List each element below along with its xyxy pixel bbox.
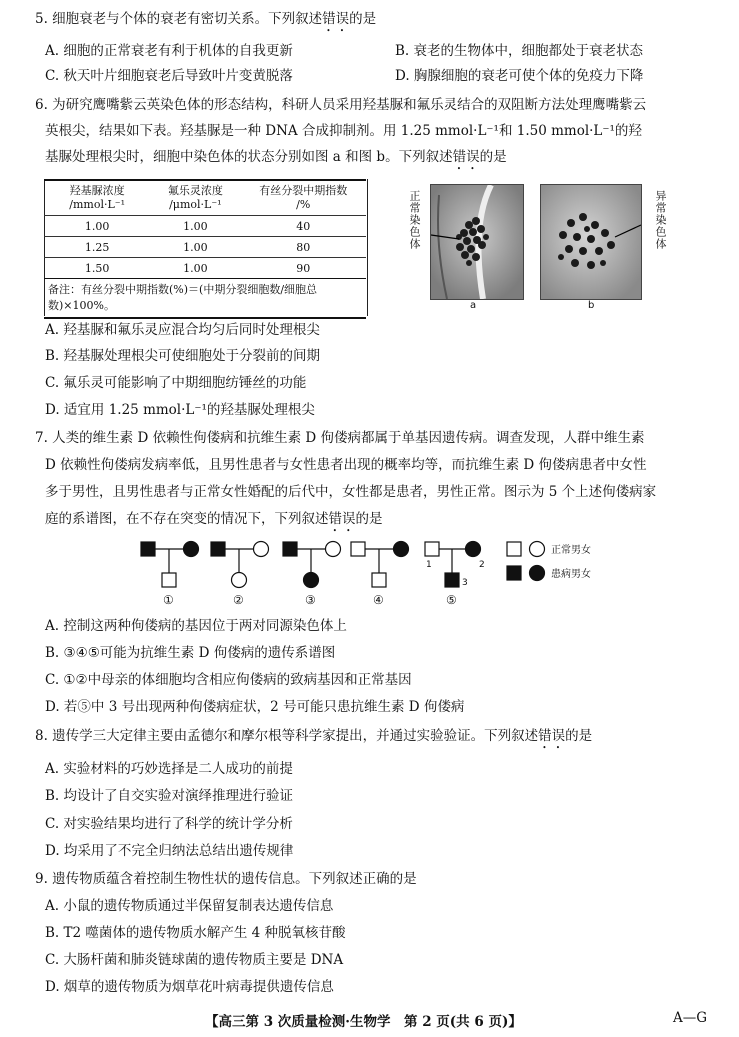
table-cell: 1.00: [150, 258, 240, 279]
q5-option-c: C. 秋天叶片细胞衰老后导致叶片变黄脱落: [45, 68, 293, 84]
ped3-father: [283, 542, 297, 556]
table-row: [44, 258, 366, 279]
q6-data-table: [44, 179, 366, 319]
q7-option-b: B. ③④⑤可能为抗维生素 D 佝偻病的遗传系谱图: [45, 645, 336, 661]
legend-normal-male: [507, 542, 521, 556]
table-header-index: 有丝分裂中期指数 /%: [240, 180, 366, 216]
q6-option-a: A. 羟基脲和氟乐灵应混合均匀后同时处理根尖: [45, 322, 320, 338]
q6-stem-line3: 基脲处理根尖时，细胞中染色体的状态分别如图 a 和图 b。下列叙述错误的是: [45, 149, 507, 165]
ped3-daughter: [304, 573, 319, 588]
fig-b-label: 异常染色体: [654, 190, 667, 250]
ped-label-5: ⑤: [446, 593, 457, 607]
ped-label-2: ②: [233, 593, 244, 607]
q7-option-c: C. ①②中母亲的体细胞均含相应佝偻病的致病基因和正常基因: [45, 672, 412, 688]
q9-option-a: A. 小鼠的遗传物质通过半保留复制表达遗传信息: [45, 898, 334, 914]
q5-stem: 5. 细胞衰老与个体的衰老有密切关系。下列叙述错误的是: [35, 11, 377, 27]
q7-stem-line3: 多于男性，且男性患者与正常女性婚配的后代中，女性都是患者，男性正常。图示为 5 个上述佝偻病家: [45, 484, 657, 500]
q7-stem-line2: D 依赖性佝偻病发病率低，且男性患者与女性患者出现的概率均等，而抗维生素 D 佝偻病患者中女性: [45, 457, 647, 473]
q8-stem: 8. 遗传学三大定律主要由孟德尔和摩尔根等科学家提出，并通过实验验证。下列叙述错误的是: [35, 728, 593, 744]
ped4-son: [372, 573, 386, 587]
table-cell: 40: [240, 216, 366, 237]
ped5-father: [425, 542, 439, 556]
fig-a-caption: a: [470, 300, 477, 311]
page-footer: 【高三第 3 次质量检测·生物学 第 2 页(共 6 页)】: [205, 1014, 522, 1030]
q7-stem-line1: 7. 人类的维生素 D 依赖性佝偻病和抗维生素 D 佝偻病都属于单基因遗传病。调查发现，人群中维生素: [35, 430, 645, 446]
ped2-daughter: [232, 573, 247, 588]
table-cell: 1.00: [150, 216, 240, 237]
table-note: 备注：有丝分裂中期指数(%)＝(中期分裂细胞数/细胞总数)×100%。: [44, 279, 366, 319]
table-cell: 90: [240, 258, 366, 279]
q8-option-b: B. 均设计了自交实验对演绎推理进行验证: [45, 788, 294, 804]
q6-option-c: C. 氟乐灵可能影响了中期细胞纺锤丝的功能: [45, 375, 307, 391]
q8-option-d: D. 均采用了不完全归纳法总结出遗传规律: [45, 843, 294, 859]
q5-option-d: D. 胸腺细胞的衰老可使个体的免疫力下降: [395, 68, 644, 84]
ped-num-1: 1: [426, 560, 432, 570]
ped4-father: [351, 542, 365, 556]
q9-option-c: C. 大肠杆菌和肺炎链球菌的遗传物质主要是 DNA: [45, 952, 344, 968]
ped2-mother: [254, 542, 269, 557]
ped4-mother: [394, 542, 409, 557]
fig-a-label: 正常染色体: [408, 190, 421, 250]
q6-stem-line2: 英根尖，结果如下表。羟基脲是一种 DNA 合成抑制剂。用 1.25 mmol·L⁻¹和 1.50 mmol·L⁻¹的羟: [45, 123, 642, 139]
ped2-father: [211, 542, 225, 556]
table-header-hydroxyurea: 羟基脲浓度 /mmol·L⁻¹: [44, 180, 150, 216]
q5-option-b: B. 衰老的生物体中，细胞都处于衰老状态: [395, 43, 644, 59]
micrograph-a: [430, 184, 524, 300]
table-cell: 1.00: [150, 237, 240, 258]
table-cell: 1.50: [44, 258, 150, 279]
q6-stem-line1: 6. 为研究鹰嘴紫云英染色体的形态结构，科研人员采用羟基脲和氟乐灵结合的双阻断方法处理鹰嘴紫云: [35, 97, 647, 113]
ped-label-1: ①: [163, 593, 174, 607]
legend-ill-male: [507, 566, 521, 580]
legend-ill-female: [530, 566, 545, 581]
legend-normal-female: [530, 542, 545, 557]
q7-option-a: A. 控制这两种佝偻病的基因位于两对同源染色体上: [45, 618, 347, 634]
ped5-son: [445, 573, 459, 587]
ped1-father: [141, 542, 155, 556]
table-cell: 80: [240, 237, 366, 258]
q7-stem-line4: 庭的系谱图，在不存在突变的情况下，下列叙述错误的是: [45, 511, 383, 527]
micrograph-b: [540, 184, 642, 300]
q9-option-b: B. T2 噬菌体的遗传物质水解产生 4 种脱氧核苷酸: [45, 925, 346, 941]
ped3-mother: [326, 542, 341, 557]
ped-num-3: 3: [462, 578, 468, 588]
q7-option-d: D. 若⑤中 3 号出现两种佝偻病症状，2 号可能只患抗维生素 D 佝偻病: [45, 699, 465, 715]
q8-option-a: A. 实验材料的巧妙选择是二人成功的前提: [45, 761, 293, 777]
q6-option-b: B. 羟基脲处理根尖可使细胞处于分裂前的间期: [45, 348, 321, 364]
paper-code: A—G: [673, 1010, 708, 1026]
pedigree-chart: [135, 535, 615, 615]
ped1-mother: [184, 542, 199, 557]
table-cell: 1.25: [44, 237, 150, 258]
table-row: [44, 216, 366, 237]
q6-option-d: D. 适宜用 1.25 mmol·L⁻¹的羟基脲处理根尖: [45, 402, 315, 418]
table-cell: 1.00: [44, 216, 150, 237]
ped-label-4: ④: [373, 593, 384, 607]
q8-option-c: C. 对实验结果均进行了科学的统计学分析: [45, 816, 293, 832]
fig-b-caption: b: [588, 300, 595, 311]
legend-ill-label: 患病男女: [551, 569, 591, 580]
ped1-son: [162, 573, 176, 587]
q5-option-a: A. 细胞的正常衰老有利于机体的自我更新: [45, 43, 293, 59]
table-header-trifluralin: 氟乐灵浓度 /μmol·L⁻¹: [150, 180, 240, 216]
q9-stem: 9. 遗传物质蕴含着控制生物性状的遗传信息。下列叙述正确的是: [35, 871, 417, 887]
ped-num-2: 2: [479, 560, 485, 570]
ped-label-3: ③: [305, 593, 316, 607]
ped5-mother: [466, 542, 481, 557]
table-row: [44, 237, 366, 258]
q9-option-d: D. 烟草的遗传物质为烟草花叶病毒提供遗传信息: [45, 979, 334, 995]
legend-normal-label: 正常男女: [551, 545, 591, 556]
